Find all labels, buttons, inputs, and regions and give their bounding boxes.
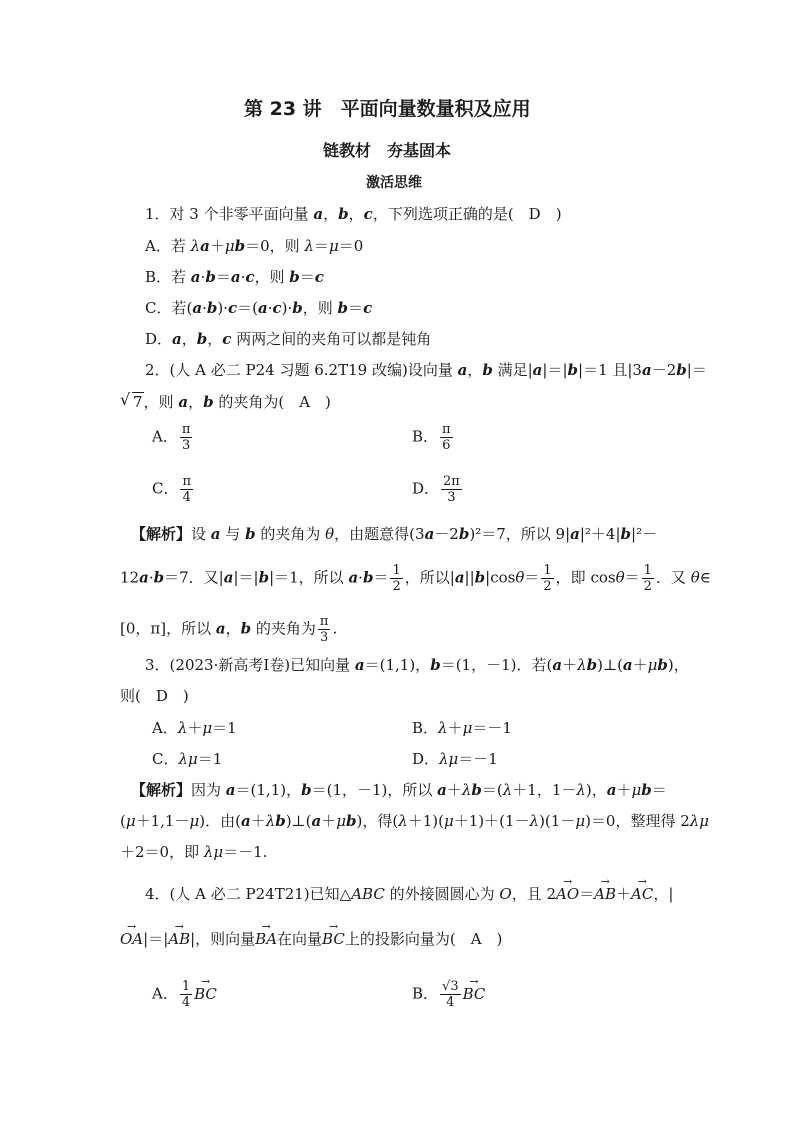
page-subtitle: 链教材 夯基固本	[323, 141, 452, 160]
analysis-tag: 【解析】	[131, 525, 192, 543]
question-3-option-b: B．λ＋μ＝－1	[412, 719, 512, 737]
question-3-analysis-line-1: 【解析】因为 a＝(1,1)，b＝(1，－1)，所以 a＋λb＝(λ＋1，1－λ)，a＋μb＝	[131, 781, 667, 799]
question-3-option-a: A．λ＋μ＝1	[152, 719, 237, 737]
question-3-answer: D	[155, 687, 168, 705]
question-2-option-b: B． $\frac{\pi}{6}$	[412, 422, 451, 453]
question-1-option-d: D．a，b，c 两两之间的夹角可以都是钝角	[145, 330, 432, 348]
question-2-stem-line-1: 2．(人 A 必二 P24 习题 6.2T19 改编)设向量 a，b 满足|a|＝|b|＝1 且|3a－2b|＝	[145, 361, 707, 379]
question-2-analysis-line-1: 【解析】设 a 与 b 的夹角为 θ，由题意得(3a－2b)²＝7，所以 9|a|²＋4|b|²－	[131, 525, 658, 543]
question-1-option-c: C．若(a·b)·c＝(a·c)·b，则 b＝c	[145, 299, 373, 317]
question-2-analysis-line-2: 12a·b＝7．又|a|＝|b|＝1，所以 a·b＝ $\frac{1}{2}$ ，所以|a||b|cosθ＝ $\frac{1}{2}$ ，即 cosθ＝ $\frac{1}{2}$ ．又 θ∈	[120, 563, 711, 594]
question-4-stem-line-2: → OA|＝|→ AB|，则向量→ BA在向量→ BC上的投影向量为( A )	[120, 929, 502, 949]
question-3-analysis-line-3: ＋2＝0，即 λμ＝－1.	[120, 843, 268, 861]
question-2-option-a: A． $\frac{\pi}{3}$	[152, 422, 191, 453]
question-3-stem-line-1: 3．(2023·新高考Ⅰ卷)已知向量 a＝(1,1)，b＝(1，－1)．若(a＋λb)⊥(a＋μb)，	[145, 656, 689, 674]
analysis-tag: 【解析】	[131, 781, 192, 799]
question-1-option-a: A．若 λa＋μb＝0，则 λ＝μ＝0	[145, 237, 364, 255]
question-3-stem-line-2: 则( D )	[120, 687, 189, 705]
question-2-option-c: C． $\frac{\pi}{4}$	[152, 474, 192, 505]
question-2-analysis-line-3: [0，π]，所以 a，b 的夹角为 $\frac{\pi}{3}$ .	[120, 614, 338, 645]
question-1-option-b: B．若 a·b＝a·c，则 b＝c	[145, 268, 324, 286]
question-4-stem-line-1: 4．(人 A 必二 P24T21)已知△ABC 的外接圆圆心为 O，且 2→ AO＝→ AB＋→ AC，|	[145, 884, 673, 904]
question-3-analysis-line-2: (μ＋1,1－μ)．由(a＋λb)⊥(a＋μb)，得(λ＋1)(μ＋1)＋(1－λ)(1－μ)＝0，整理得 2λμ	[120, 812, 710, 830]
section-heading: 激活思维	[366, 175, 422, 191]
page-title: 第 23 讲 平面向量数量积及应用	[244, 98, 531, 120]
question-2-stem-line-2: √ 7，则 a，b 的夹角为( A )	[120, 392, 331, 412]
question-4-option-a: A． $\frac{1}{4}$ → BC	[152, 979, 217, 1010]
question-1-stem: 1．对 3 个非零平面向量 a，b，c，下列选项正确的是( D )	[145, 205, 562, 223]
question-2-option-d: D． $\frac{2\pi}{3}$	[412, 474, 460, 505]
sqrt-symbol: √ 7	[120, 392, 144, 412]
question-3-option-d: D．λμ＝－1	[412, 750, 498, 768]
question-2-answer: A	[299, 393, 311, 411]
question-4-option-b: B． $\frac{√3}{4}$ → BC	[412, 979, 485, 1010]
question-1-answer: D	[528, 205, 541, 223]
question-4-answer: A	[470, 930, 482, 948]
question-3-option-c: C．λμ＝1	[152, 750, 223, 768]
